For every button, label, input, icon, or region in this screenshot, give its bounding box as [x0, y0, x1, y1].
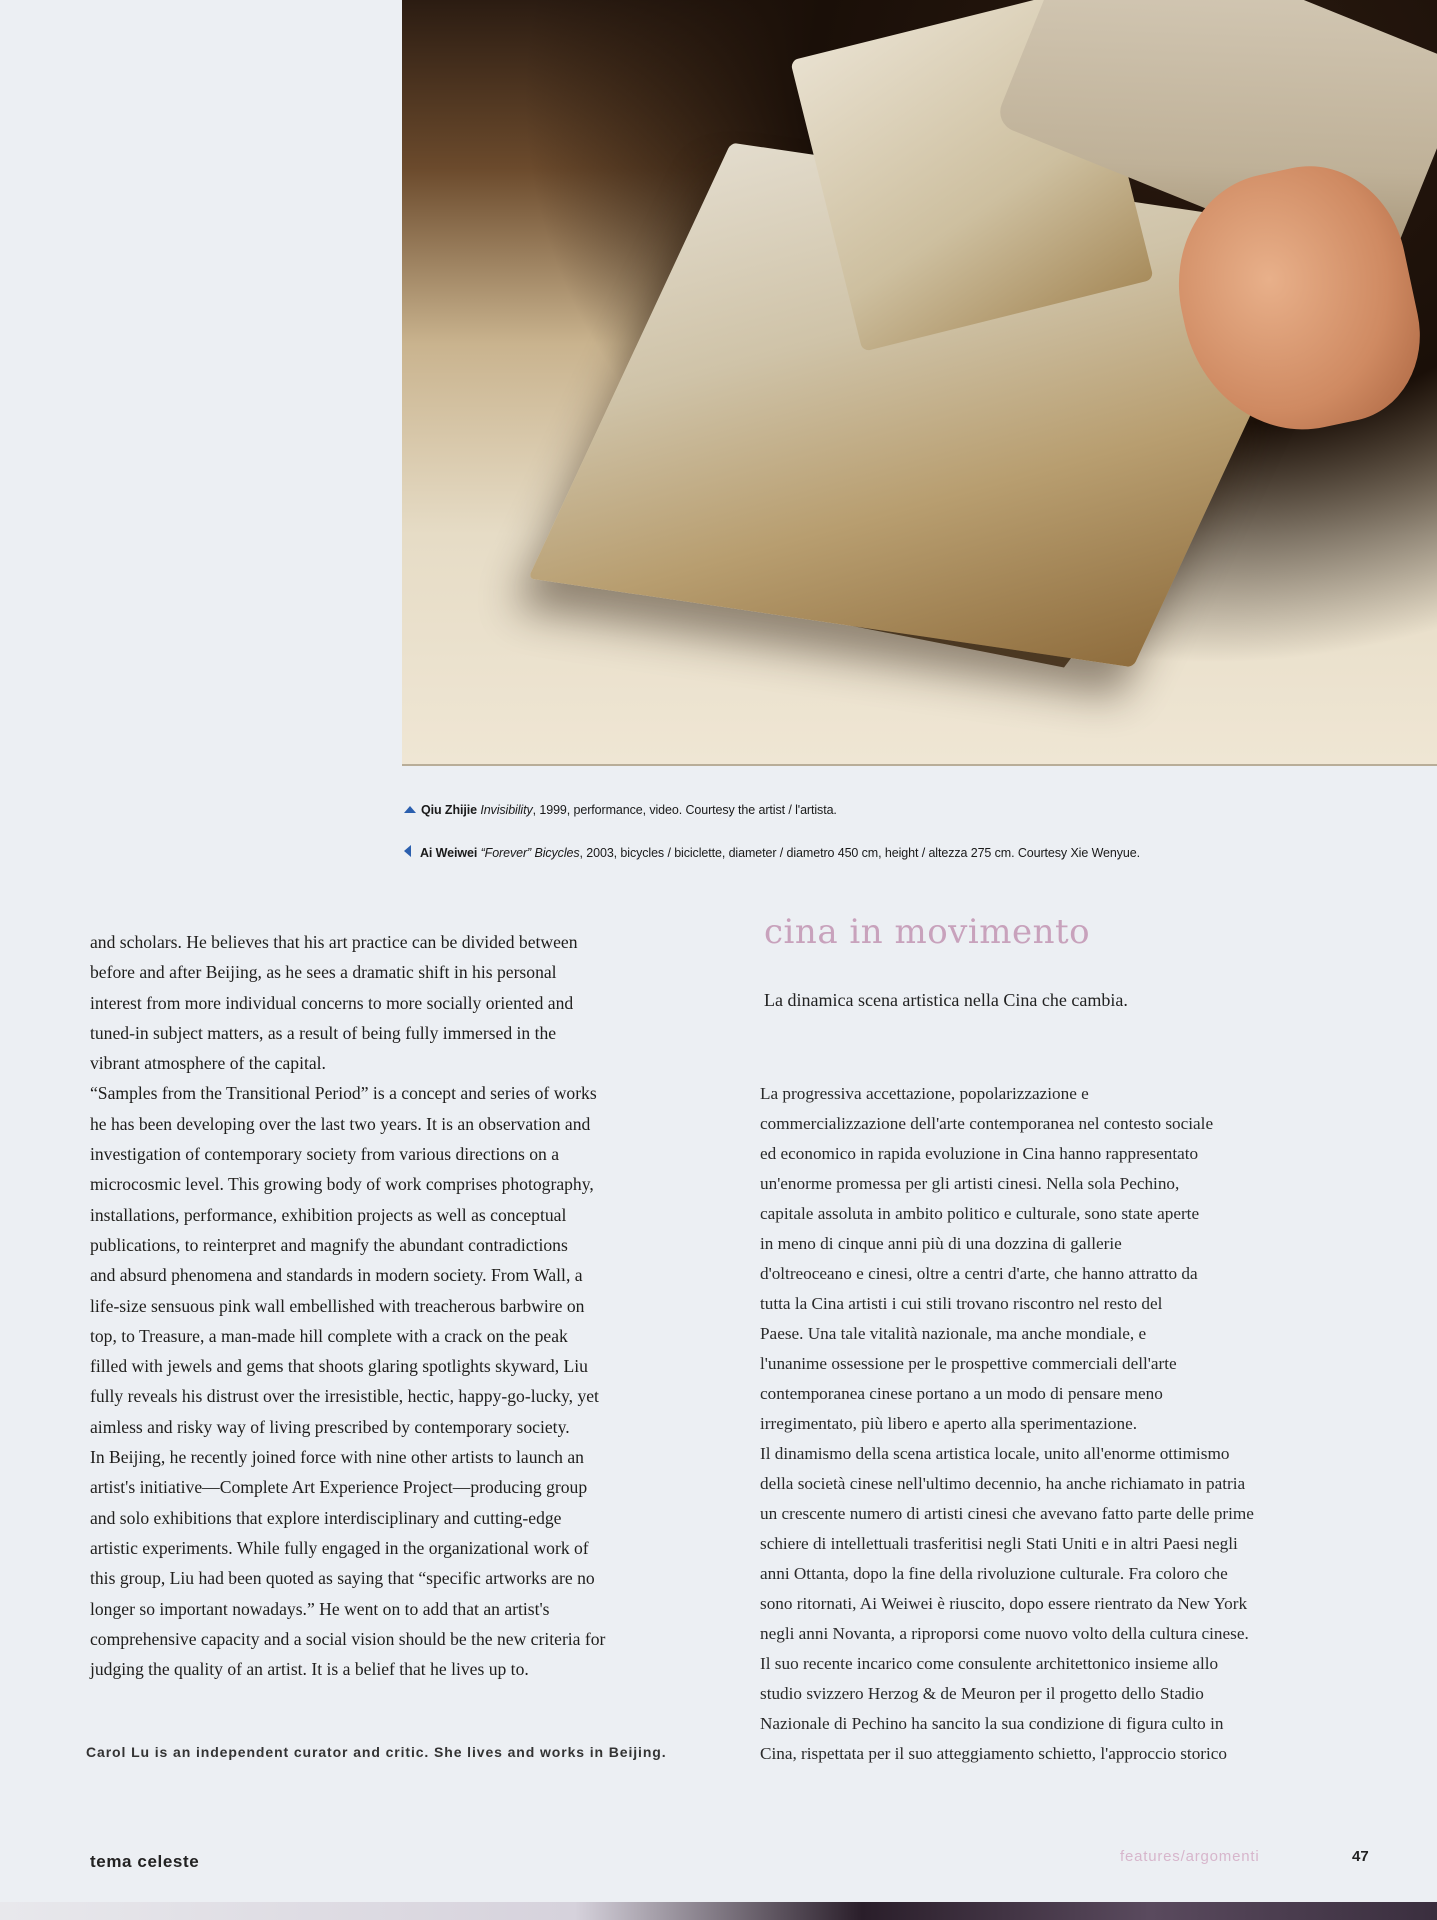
caption-title: “Forever” Bicycles: [480, 846, 580, 860]
text-line: Cina, rispettata per il suo atteggiamento schietto, l'approccio storico: [760, 1744, 1228, 1763]
text-line: un'enorme promessa per gli artisti cinesi. Nella sola Pechino,: [760, 1174, 1180, 1193]
text-line: judging the quality of an artist. It is a belief that he lives up to.: [90, 1659, 529, 1680]
text-line: and solo exhibitions that explore interdisciplinary and cutting-edge: [90, 1507, 562, 1528]
text-line: artist's initiative—Complete Art Experience Project—producing group: [90, 1477, 588, 1498]
magazine-name: tema celeste: [90, 1852, 200, 1871]
author-bio: Carol Lu is an independent curator and critic. She lives and works in Beijing.: [86, 1744, 667, 1760]
text-line: publications, to reinterpret and magnify the abundant contradictions: [90, 1234, 568, 1255]
section-label: features/argomenti: [1120, 1848, 1260, 1865]
text-line: aimless and risky way of living prescribed by contemporary society.: [90, 1416, 570, 1437]
text-line: longer so important nowadays.” He went on to add that an artist's: [90, 1598, 550, 1619]
text-line: ed economico in rapida evoluzione in Cina hanno rappresentato: [760, 1144, 1199, 1163]
text-line: tutta la Cina artisti i cui stili trovano riscontro nel resto del: [760, 1294, 1163, 1313]
text-line: and absurd phenomena and standards in modern society. From Wall, a: [90, 1265, 583, 1286]
section-heading: cina in movimento: [764, 912, 1091, 952]
text-line: capitale assoluta in ambito politico e culturale, sono state aperte: [760, 1204, 1200, 1223]
text-line: life-size sensuous pink wall embellished with treacherous barbwire on: [90, 1295, 585, 1316]
text-line: investigation of contemporary society from various directions on a: [90, 1144, 560, 1165]
paragraph: [90, 1078, 710, 1442]
caption-title: Invisibility: [480, 803, 533, 817]
page-edge: [0, 1902, 1437, 1920]
text-line: fully reveals his distrust over the irresistible, hectic, happy-go-lucky, yet: [90, 1386, 599, 1407]
text-line: Il suo recente incarico come consulente architettonico insieme allo: [760, 1654, 1219, 1673]
text-line: Paese. Una tale vitalità nazionale, ma anche mondiale, e: [760, 1324, 1147, 1343]
text-line: vibrant atmosphere of the capital.: [90, 1053, 326, 1074]
text-line: La progressiva accettazione, popolarizzazione e: [760, 1084, 1089, 1103]
text-line: top, to Treasure, a man-made hill complete with a crack on the peak: [90, 1325, 568, 1346]
text-line: un crescente numero di artisti cinesi che avevano fatto parte delle prime: [760, 1504, 1254, 1523]
arrow-up-icon: [404, 806, 416, 813]
text-line: studio svizzero Herzog & de Meuron per il progetto dello Stadio: [760, 1684, 1204, 1703]
caption-details: , 2003, bicycles / biciclette, diameter / diametro 450 cm, height / altezza 275 cm. Courtesy Xie Wenyue.: [579, 846, 1140, 860]
text-line: microcosmic level. This growing body of work comprises photography,: [90, 1174, 594, 1195]
text-line: artistic experiments. While fully engaged in the organizational work of: [90, 1537, 589, 1558]
text-line: contemporanea cinese portano a un modo di pensare meno: [760, 1384, 1163, 1403]
english-article-text: [90, 927, 710, 1684]
caption-artist: Ai Weiwei: [420, 846, 478, 860]
text-line: commercializzazione dell'arte contemporanea nel contesto sociale: [760, 1114, 1214, 1133]
text-line: Nazionale di Pechino ha sancito la sua condizione di figura culto in: [760, 1714, 1224, 1733]
caption-artist: Qiu Zhijie: [421, 803, 477, 817]
text-line: anni Ottanta, dopo la fine della rivoluzione culturale. Fra coloro che: [760, 1564, 1228, 1583]
text-line: irregimentato, più libero e aperto alla sperimentazione.: [760, 1414, 1138, 1433]
italian-article-text: [760, 1079, 1380, 1769]
text-line: he has been developing over the last two years. It is an observation and: [90, 1113, 591, 1134]
text-line: tuned-in subject matters, as a result of being fully immersed in the: [90, 1022, 557, 1043]
arrow-left-icon: [404, 845, 411, 857]
caption-details: , 1999, performance, video. Courtesy the artist / l'artista.: [532, 803, 837, 817]
text-line: in meno di cinque anni più di una dozzina di gallerie: [760, 1234, 1122, 1253]
text-line: and scholars. He believes that his art practice can be divided between: [90, 932, 578, 952]
text-line: sono ritornati, Ai Weiwei è riuscito, dopo essere rientrato da New York: [760, 1594, 1248, 1613]
page-number: 47: [1352, 1848, 1369, 1865]
text-line: della società cinese nell'ultimo decennio, ha anche richiamato in patria: [760, 1474, 1246, 1493]
section-subheading: La dinamica scena artistica nella Cina che cambia.: [764, 990, 1128, 1010]
text-line: schiere di intellettuali trasferitisi negli Stati Uniti e in altri Paesi negli: [760, 1534, 1238, 1553]
text-line: l'unanime ossessione per le prospettive commerciali dell'arte: [760, 1354, 1177, 1373]
paragraph: [90, 1442, 710, 1684]
text-line: d'oltreoceano e cinesi, oltre a centri d'arte, che hanno attratto da: [760, 1264, 1198, 1283]
text-line: negli anni Novanta, a riproporsi come nuovo volto della cultura cinese.: [760, 1624, 1249, 1643]
artwork-photo: [402, 0, 1437, 766]
photo-caption-2: [404, 845, 1140, 860]
photo-caption-1: [404, 803, 837, 817]
text-line: this group, Liu had been quoted as saying that “specific artworks are no: [90, 1568, 595, 1589]
paragraph: [760, 1439, 1380, 1769]
text-line: interest from more individual concerns to more socially oriented and: [90, 992, 574, 1013]
paragraph: [760, 1079, 1380, 1439]
paragraph: [90, 927, 710, 1078]
text-line: Il dinamismo della scena artistica locale, unito all'enorme ottimismo: [760, 1444, 1230, 1463]
text-line: comprehensive capacity and a social vision should be the new criteria for: [90, 1628, 606, 1649]
text-line: filled with jewels and gems that shoots glaring spotlights skyward, Liu: [90, 1356, 588, 1377]
text-line: In Beijing, he recently joined force with nine other artists to launch an: [90, 1447, 584, 1468]
text-line: “Samples from the Transitional Period” is a concept and series of works: [90, 1083, 597, 1104]
text-line: installations, performance, exhibition projects as well as conceptual: [90, 1204, 567, 1225]
text-line: before and after Beijing, as he sees a dramatic shift in his personal: [90, 962, 557, 983]
